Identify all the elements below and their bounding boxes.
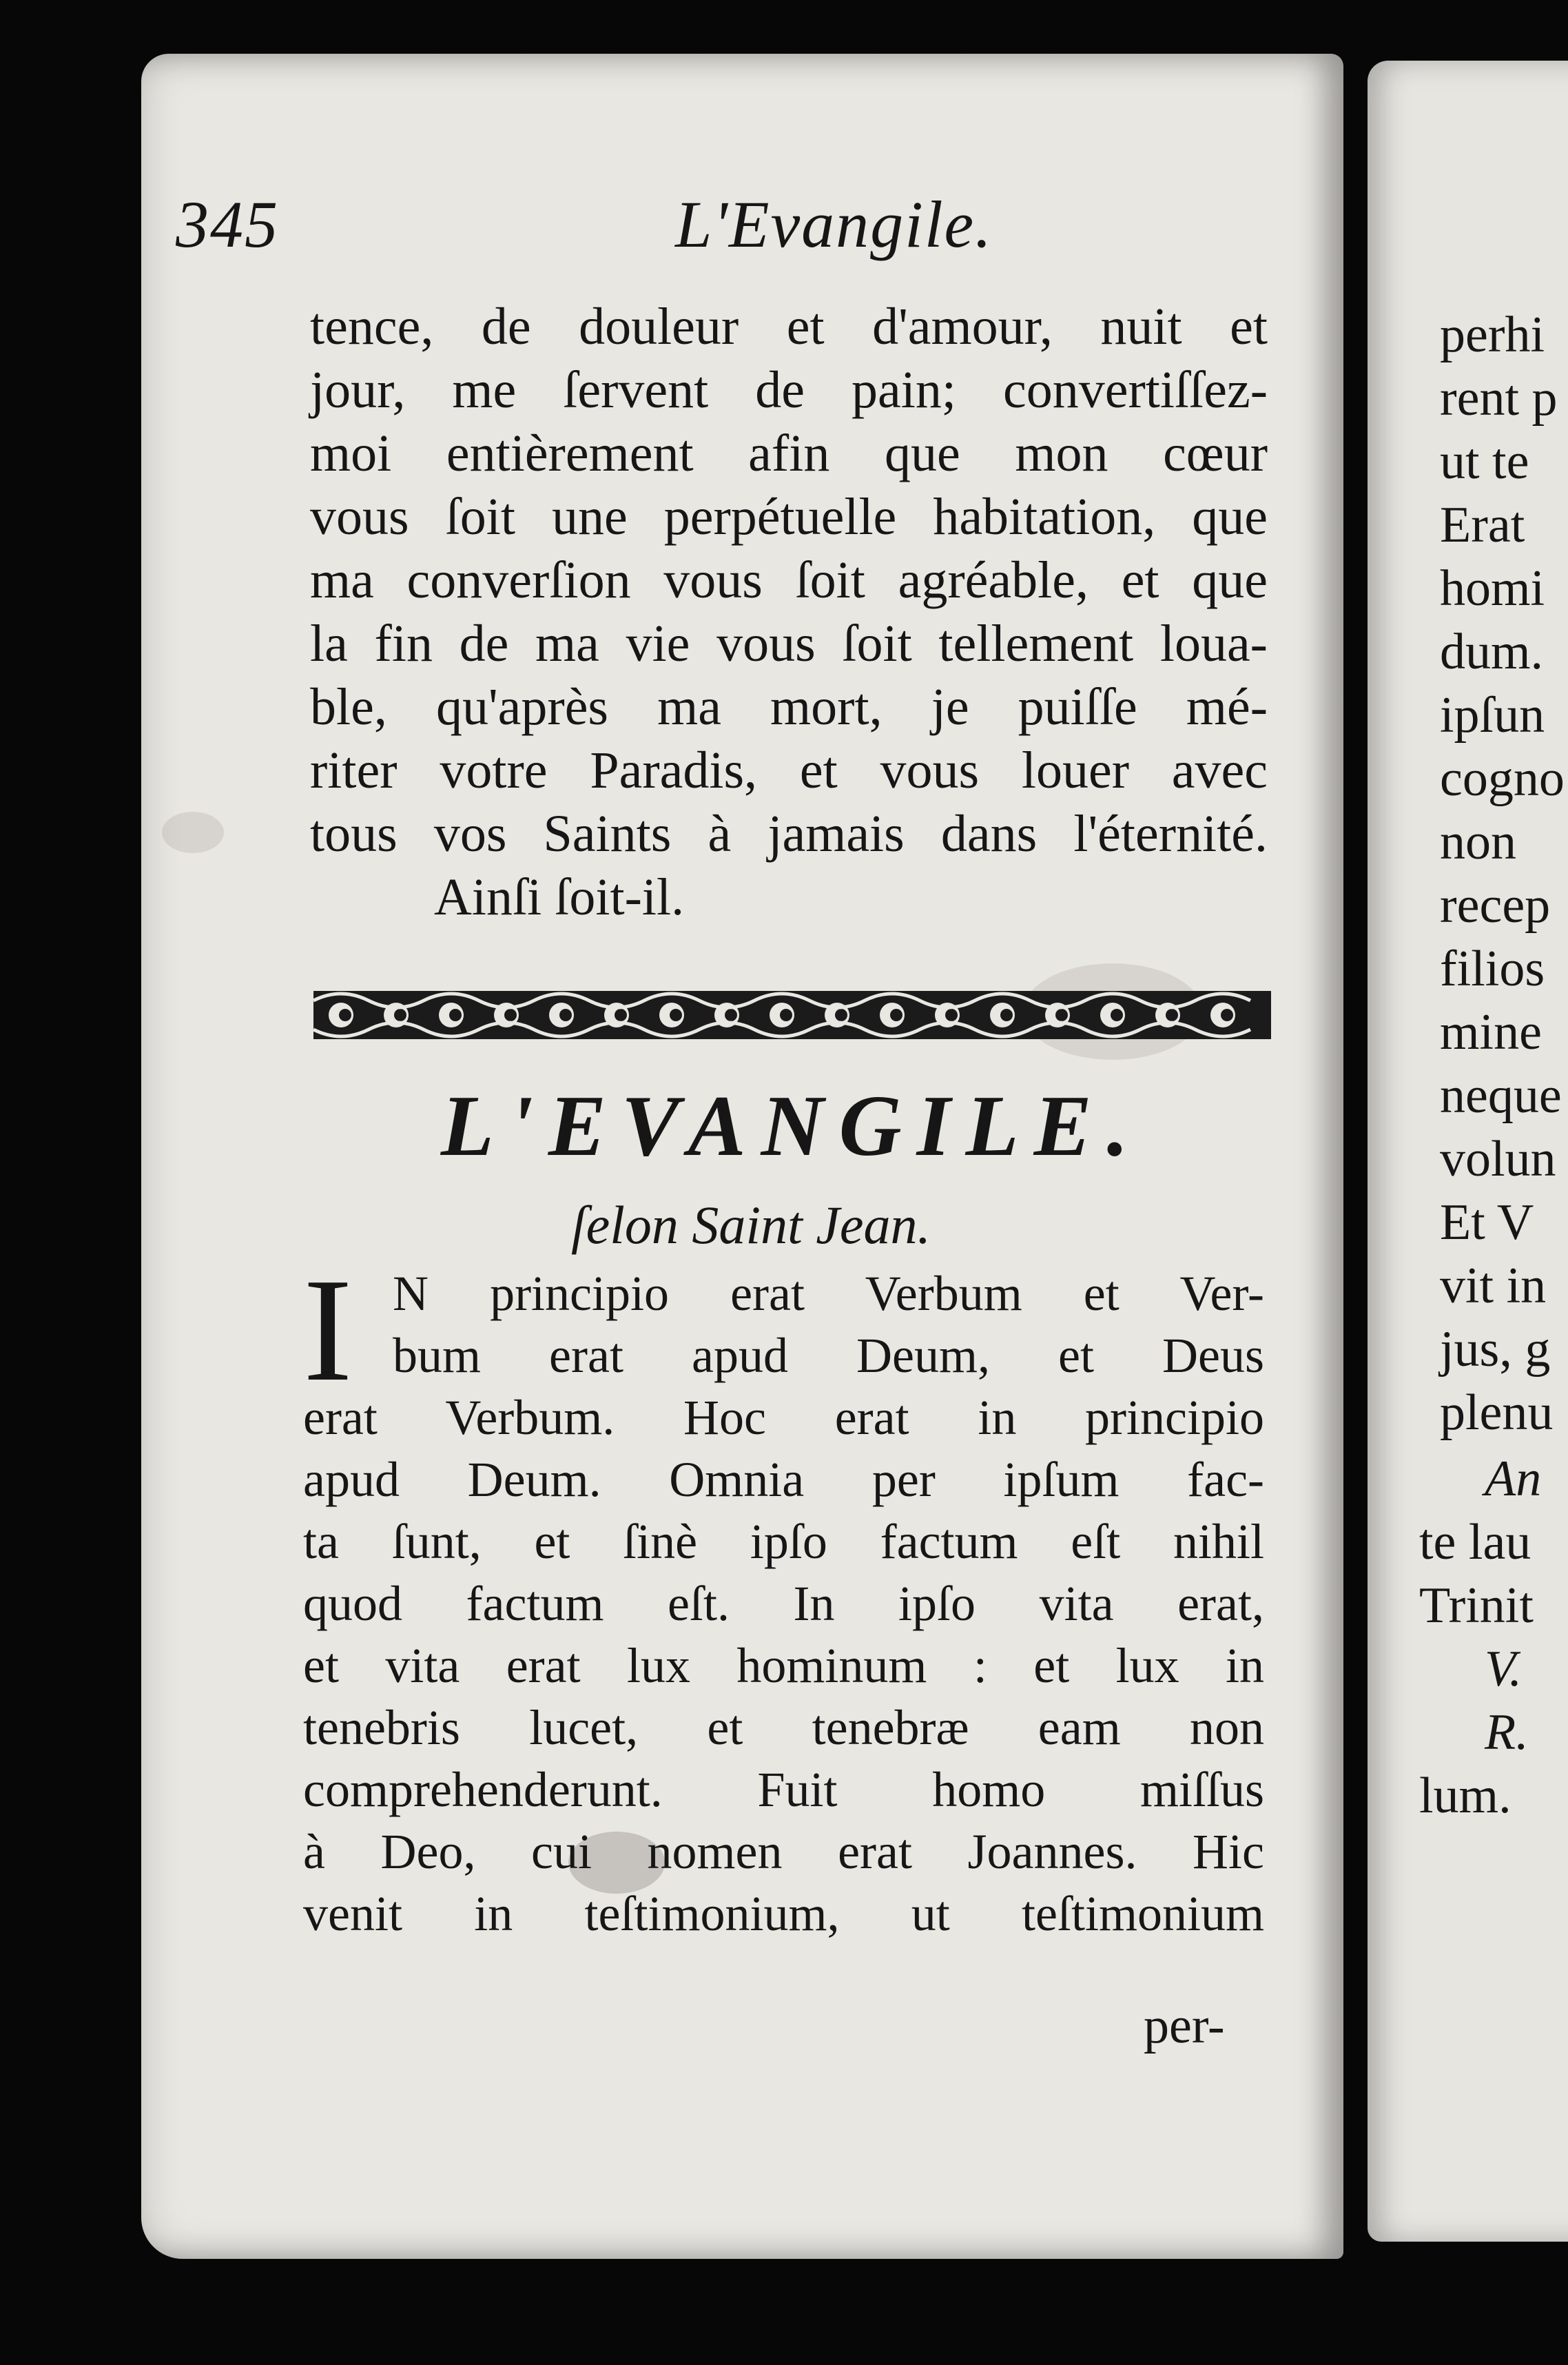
prayer-line: vous ſoit une perpétuelle habitation, que	[310, 488, 1268, 546]
running-head	[176, 186, 1051, 283]
prayer-line: tous vos Saints à jamais dans l'éternité.	[310, 805, 1268, 863]
facing-line: non	[1440, 814, 1516, 870]
page-number: 345	[176, 187, 279, 261]
facing-line: recep	[1440, 877, 1551, 934]
gospel-line: à Deo, cui nomen erat Joannes. Hic	[303, 1824, 1264, 1879]
ornament-scroll-icon	[313, 987, 1271, 1043]
prayer-line: ble, qu'après ma mort, je puiſſe mé-	[310, 678, 1268, 736]
ornament-band	[313, 987, 1271, 1043]
facing-line: ipſun	[1440, 687, 1545, 744]
facing-page-text	[1440, 303, 1568, 1444]
facing-line: dum.	[1440, 624, 1544, 680]
catchword: per-	[1144, 1998, 1225, 2054]
prayer-line: tence, de douleur et d'amour, nuit et	[310, 298, 1268, 356]
facing-line: rent p	[1440, 370, 1558, 427]
facing-line: mine	[1440, 1004, 1542, 1061]
facing-line: lum.	[1419, 1768, 1512, 1824]
facing-page-tail	[1419, 1447, 1557, 1828]
gospel-subtitle: ſelon Saint Jean.	[570, 1195, 931, 1255]
gospel-line: tenebris lucet, et tenebræ eam non	[303, 1700, 1264, 1755]
gospel-title: L'EVANGILE.	[440, 1078, 1144, 1174]
prayer-amen: Ainſi ſoit-il.	[434, 868, 685, 926]
facing-line: neque	[1440, 1067, 1562, 1124]
facing-line: An	[1485, 1451, 1542, 1507]
gospel-line: quod factum eſt. In ipſo vita erat,	[303, 1576, 1264, 1631]
facing-line: R.	[1485, 1704, 1529, 1761]
drop-cap: I	[303, 1247, 353, 1412]
facing-line: perhi	[1440, 307, 1545, 363]
facing-line: jus, g	[1440, 1321, 1551, 1378]
facing-line: homi	[1440, 560, 1545, 617]
facing-line: plenu	[1440, 1384, 1554, 1441]
facing-line: vit in	[1440, 1258, 1547, 1314]
facing-line: filios	[1440, 941, 1545, 997]
facing-line: cogno	[1440, 750, 1565, 807]
gospel-line: venit in teſtimonium, ut teſtimonium	[303, 1886, 1264, 1941]
gospel-text	[303, 1247, 1264, 1945]
facing-line: Erat	[1440, 497, 1525, 553]
facing-line: Et V	[1440, 1194, 1534, 1251]
prayer-line: moi entièrement afin que mon cœur	[310, 424, 1268, 482]
prayer-line: jour, me ſervent de pain; convertiſſez-	[310, 361, 1268, 419]
facing-line: te lau	[1419, 1514, 1531, 1570]
running-head-title: L'Evangile.	[675, 187, 993, 261]
gospel-line: comprehenderunt. Fuit homo miſſus	[303, 1762, 1264, 1817]
gospel-line: ta ſunt, et ſinè ipſo factum eſt nihil	[303, 1514, 1264, 1569]
facing-line: V.	[1485, 1641, 1523, 1697]
prayer-line: ma converſion vous ſoit agréable, et que	[310, 551, 1268, 609]
prayer-text	[310, 295, 1268, 929]
gospel-line: bum erat apud Deum, et Deus	[393, 1328, 1264, 1383]
gospel-line: et vita erat lux hominum : et lux in	[303, 1638, 1264, 1693]
gospel-line: apud Deum. Omnia per ipſum fac-	[303, 1452, 1264, 1507]
facing-line: ut te	[1440, 433, 1529, 490]
facing-line: Trinit	[1419, 1577, 1534, 1634]
prayer-line: riter votre Paradis, et vous louer avec	[310, 741, 1268, 799]
prayer-line: la fin de ma vie vous ſoit tellement loua-	[310, 615, 1268, 673]
gospel-line: erat Verbum. Hoc erat in principio	[303, 1390, 1264, 1445]
gospel-line: N principio erat Verbum et Ver-	[393, 1266, 1264, 1321]
facing-line: volun	[1440, 1131, 1556, 1187]
